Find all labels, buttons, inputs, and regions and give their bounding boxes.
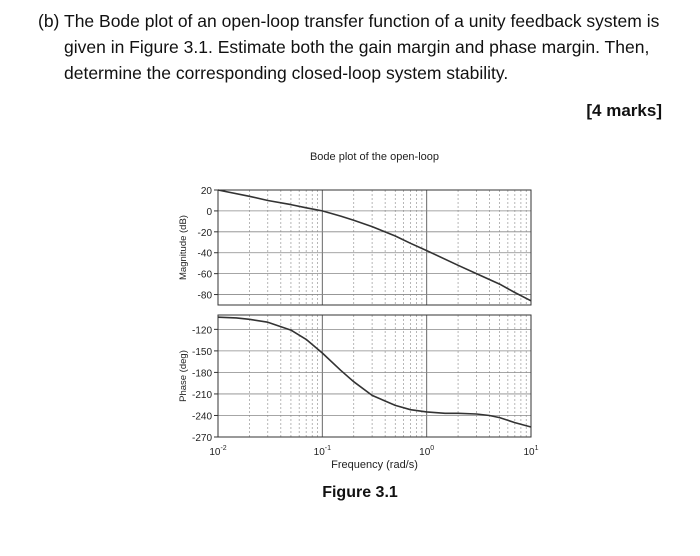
chart-title: Bode plot of the open-loop xyxy=(309,151,440,163)
phase-ytick-label: -210 xyxy=(191,389,212,401)
x-tick-label: $10^{-1}$ xyxy=(313,445,332,458)
x-tick-label: $10^{-2}$ xyxy=(209,445,227,458)
figure-caption: Figure 3.1 xyxy=(322,484,398,501)
magnitude-frame xyxy=(218,190,531,305)
x-tick-label: $10^1$ xyxy=(523,445,539,458)
magnitude-ytick-label: -80 xyxy=(197,290,212,302)
magnitude-ytick-label: -20 xyxy=(197,227,212,239)
phase-ytick-label: -270 xyxy=(191,433,212,444)
phase-ytick-label: -240 xyxy=(191,411,212,423)
x-axis-label: Frequency (rad/s) xyxy=(331,459,418,471)
phase-ylabel: Phase (deg) xyxy=(178,350,189,402)
question-lead: (b) xyxy=(38,11,60,31)
magnitude-curve xyxy=(218,190,531,301)
question-line-2: given in Figure 3.1. Estimate both the gain margin and phase margin. Then, xyxy=(64,37,650,57)
x-tick-label: $10^0$ xyxy=(419,445,435,458)
phase-ytick-label: -150 xyxy=(191,346,212,358)
phase-ytick-label: -180 xyxy=(191,368,212,380)
magnitude-ytick-label: -60 xyxy=(197,269,212,281)
magnitude-ytick-label: 20 xyxy=(200,186,212,197)
phase-frame xyxy=(218,315,531,437)
phase-ytick-label: -120 xyxy=(191,325,212,337)
magnitude-ytick-label: -40 xyxy=(197,248,212,260)
magnitude-ytick-label: 0 xyxy=(206,206,212,218)
question-line-3: determine the corresponding closed-loop system stability. xyxy=(64,63,509,83)
marks-label: [4 marks] xyxy=(586,101,662,120)
magnitude-ylabel: Magnitude (dB) xyxy=(178,215,189,280)
question-line-1-text: The Bode plot of an open-loop transfer function of a unity feedback system is xyxy=(64,11,660,31)
